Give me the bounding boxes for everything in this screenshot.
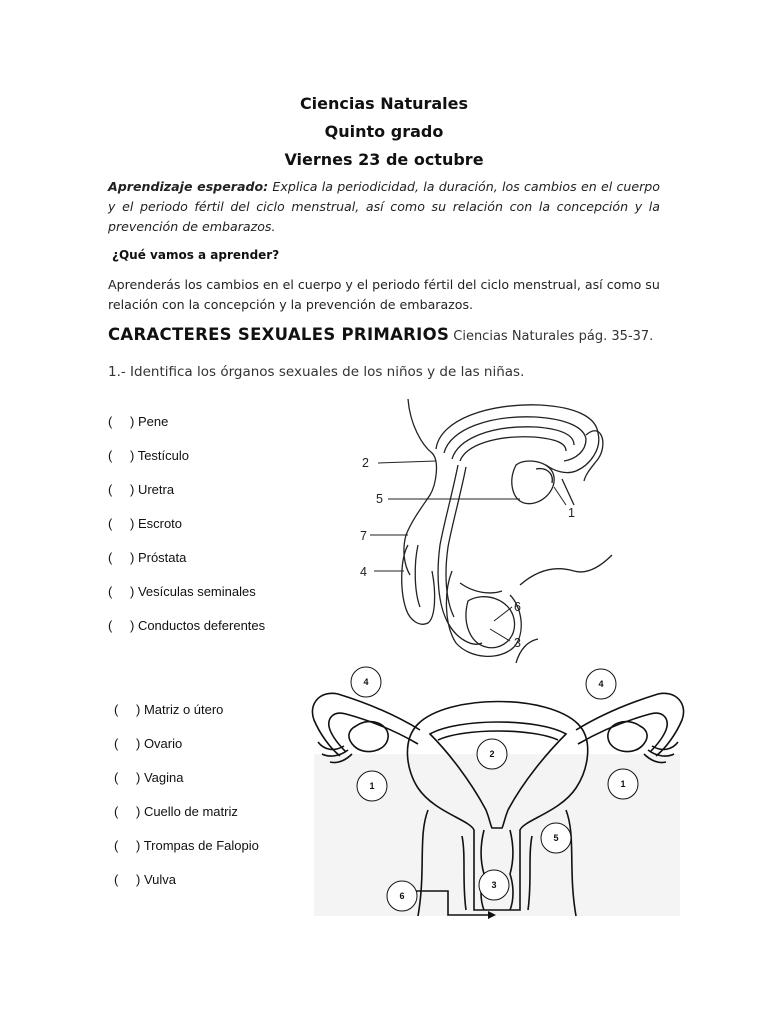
female-item: ( ) Vulva xyxy=(114,872,176,887)
date-title: Viernes 23 de octubre xyxy=(284,150,484,169)
male-reproductive-diagram xyxy=(340,395,620,665)
female-item: ( ) Ovario xyxy=(114,736,183,751)
male-item: ( ) Vesículas seminales xyxy=(108,584,256,599)
subject-title: Ciencias Naturales xyxy=(299,94,469,113)
section-reference: Ciencias Naturales pág. 35-37. xyxy=(449,329,654,344)
male-item: ( ) Uretra xyxy=(108,482,175,497)
female-label-4-right: 4 xyxy=(598,679,604,689)
female-label-1-right: 1 xyxy=(620,779,626,789)
female-item: ( ) Vagina xyxy=(114,770,184,785)
female-label-1-left: 1 xyxy=(369,781,375,791)
female-item: ( ) Trompas de Falopio xyxy=(114,838,259,853)
female-reproductive-diagram xyxy=(298,660,698,925)
male-item: ( ) Conductos deferentes xyxy=(108,618,266,633)
aprendizaje-paragraph xyxy=(108,177,660,237)
intro-paragraph: Aprenderás los cambios en el cuerpo y el periodo fértil del ciclo menstrual, así como su relación con la concepción y la prevención de embarazos. xyxy=(108,277,660,312)
female-item: ( ) Cuello de matriz xyxy=(114,804,238,819)
male-label-2: 2 xyxy=(362,456,369,470)
female-label-6: 6 xyxy=(399,891,405,901)
aprendizaje-text: Explica la periodicidad, la duración, los cambios en el cuerpo y el periodo fértil del ciclo menstrual, así como su relación con la concepción y la prevención de embarazos. xyxy=(108,179,660,234)
male-label-5: 5 xyxy=(376,492,383,506)
male-label-3: 3 xyxy=(514,636,521,650)
section-heading: CARACTERES SEXUALES PRIMARIOS xyxy=(108,325,450,344)
instruction: 1.- Identifica los órganos sexuales de los niños y de las niñas. xyxy=(108,364,525,380)
male-item: ( ) Testículo xyxy=(108,448,190,463)
female-label-2: 2 xyxy=(489,749,495,759)
male-label-4: 4 xyxy=(360,565,367,579)
male-label-7: 7 xyxy=(360,529,367,543)
grade-title: Quinto grado xyxy=(324,122,444,141)
aprendizaje-label: Aprendizaje esperado: xyxy=(108,179,269,194)
question-heading: ¿Qué vamos a aprender? xyxy=(112,248,280,262)
section-title xyxy=(108,325,653,344)
female-label-3: 3 xyxy=(491,880,497,890)
male-label-6: 6 xyxy=(514,600,521,614)
male-item: ( ) Escroto xyxy=(108,516,183,531)
male-item: ( ) Pene xyxy=(108,414,169,429)
female-label-4-left: 4 xyxy=(363,677,369,687)
male-item: ( ) Próstata xyxy=(108,550,187,565)
female-label-5: 5 xyxy=(553,833,559,843)
male-label-1: 1 xyxy=(568,506,575,520)
female-item: ( ) Matriz o útero xyxy=(114,702,224,717)
